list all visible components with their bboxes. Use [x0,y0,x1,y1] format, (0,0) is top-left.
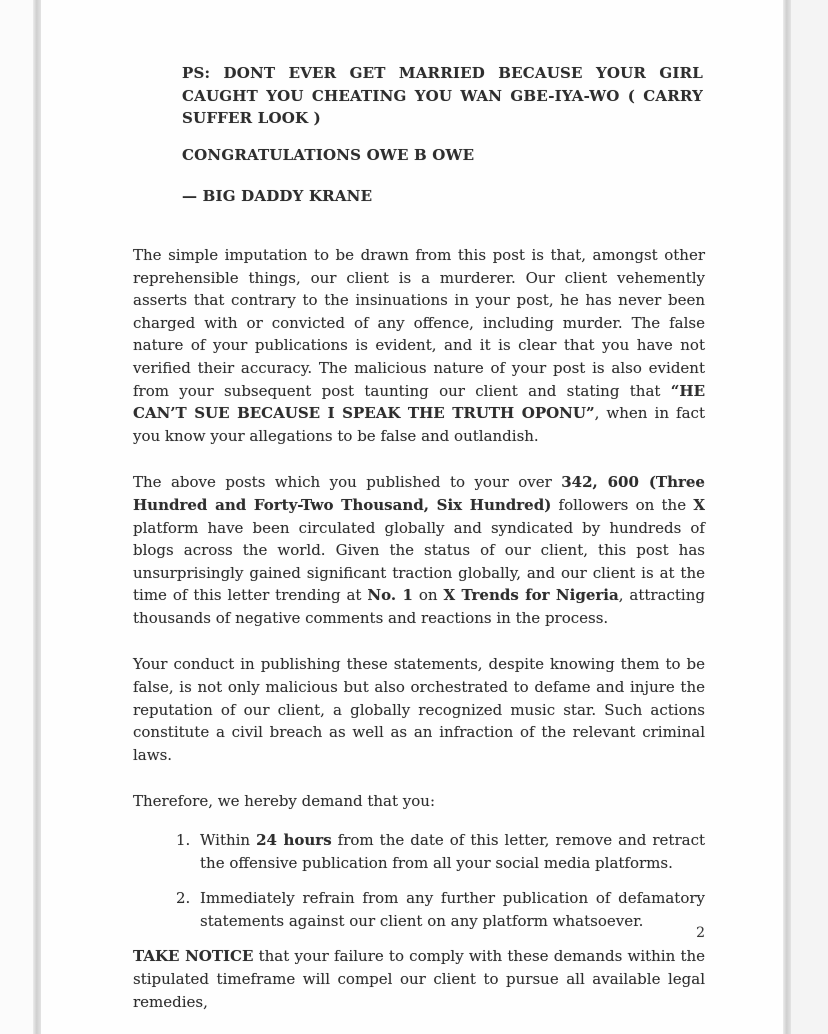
signoff-line: — BIG DADDY KRANE [182,187,373,206]
letter-body [133,62,705,1013]
right-gutter [791,0,828,1034]
demand-item-2 [133,887,705,932]
demand-intro: Therefore, we hereby demand that you: [133,792,435,811]
paragraph-circulation: The above posts which you published to your over 342, 600 (Three Hundred and Forty-Two Thousand, Six Hundred) followers on the X platform have been circulated globally and syndicated by hundreds of blogs across the world. Given the status of our client, this post has unsurprisingly gained significant traction globally, and our client is at the time of this letter trending at No. 1 on X Trends for Nigeria, attracting thousands of negative comments and reactions in the process. [133,473,705,627]
take-notice-paragraph: TAKE NOTICE that your failure to comply with these demands within the stipulated timeframe will compel our client to pursue all available legal remedies, [133,947,706,1011]
paragraph-imputation: The simple imputation to be drawn from this post is that, amongst other reprehensible things, our client is a murderer. Our client vehemently asserts that contrary to the insinuations in your post, he has never been charged with or convicted of any offence, including murder. The false nature of your publications is evident, and it is clear that you have not verified their accuracy. The malicious nature of your post is also evident from your subsequent post taunting our client and stating that “HE CAN’T SUE BECAUSE I SPEAK THE TRUTH OPONU”, when in fact you know your allegations to be false and outlandish. [133,245,705,445]
demand-list [133,829,705,932]
demand-item-1 [133,829,705,874]
demand-text-2: Immediately refrain from any further publication of defamatory statements against our client on any platform whatsoever. [200,889,705,930]
demand-number-1: 1. [176,831,191,850]
page-sheet [41,0,783,1034]
page-number: 2 [696,925,705,941]
demand-text-1: Within 24 hours from the date of this letter, remove and retract the offensive publication from all your social media platforms. [200,831,706,872]
left-gutter [0,0,33,1034]
ps-headline: PS: DONT EVER GET MARRIED BECAUSE YOUR GIRL CAUGHT YOU CHEATING YOU WAN GBE-IYA-WO ( CARRY SUFFER LOOK ) [182,64,703,128]
left-page-edge-line [33,0,41,1034]
paragraph-conduct: Your conduct in publishing these statements, despite knowing them to be false, is not only malicious but also orchestrated to defame and injure the reputation of our client, a globally recognized music star. Such actions constitute a civil breach as well as an infraction of the relevant criminal laws. [133,655,705,764]
right-page-edge-line [783,0,791,1034]
ps-block [182,62,703,208]
congrats-line: CONGRATULATIONS OWE B OWE [182,145,475,164]
demand-number-2: 2. [176,889,191,908]
